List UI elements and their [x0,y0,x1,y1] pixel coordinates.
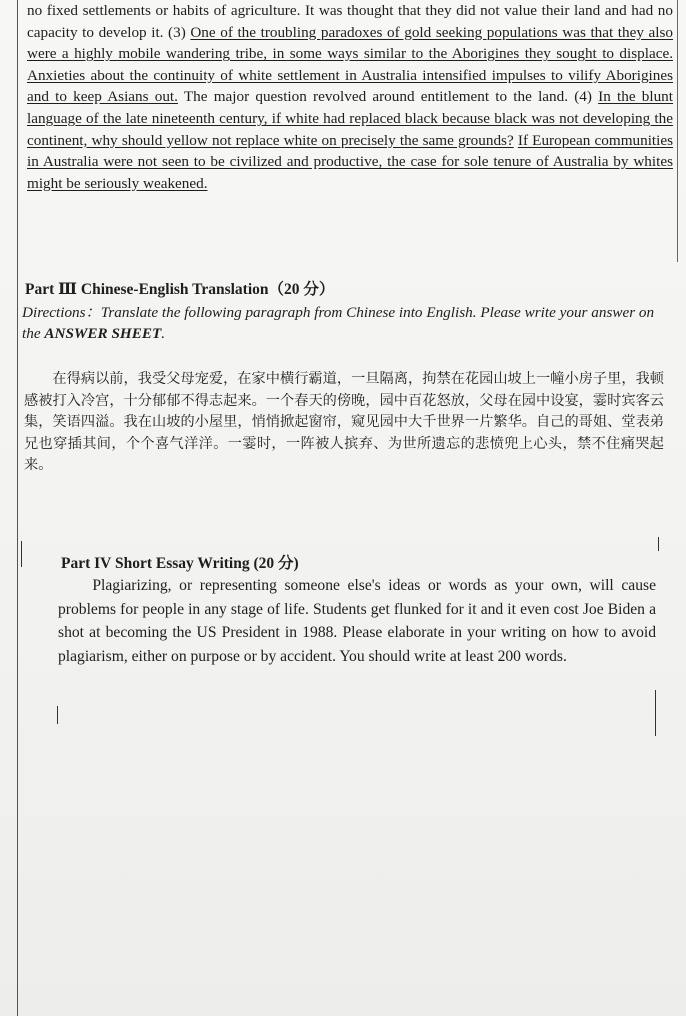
part-4-title: Part IV Short Essay Writing (20 分) [61,555,299,572]
margin-mark [655,690,656,736]
chinese-paragraph: 在得病以前，我受父母宠爱，在家中横行霸道，一旦隔离，拘禁在花园山坡上一幢小房子里，我顿感被打入冷宫，十分郁郁不得志起来。一个春天的傍晚，园中百花怒放，父母在园中设宴，霎时宾客云集，笑语四溢。我在山坡的小屋里，悄悄掀起窗帘，窥见园中大千世界一片繁华。自己的哥姐、堂表弟兄也穿插其间，个个喜气洋洋。一霎时，一阵被人摈弃、为世所遗忘的悲愤兜上心头，禁不住痛哭起来。 [24,371,664,473]
answer-sheet-emphasis: ANSWER SHEET [44,325,162,342]
directions-text: Translate the following paragraph from Chinese into English. Please write your answer on the [22,304,655,342]
underlined-sentence-4b: If European communities in Australia were not seen to be civilized and productive, the case for sole tenure of Australia by whites might be seriously weakened. [27,131,674,192]
part-3-title: Part Ⅲ Chinese-English Translation（20 分） [25,281,335,298]
margin-mark [57,706,58,724]
essay-prompt: Plagiarizing, or representing someone else's ideas or words as your own, will cause problems for people in any stage of life. Students get flunked for it and it even cost Joe Biden a shot at becoming the US President in 1988. Please elaborate in your writing on how to avoid plagiarism, either on purpose or by accident. You should write at least 200 words. [58,577,656,665]
underlined-sentence-4a: In the blunt language of the late nineteenth century, if white had replaced black because black was not developing the continent, why should yellow not replace white on precisely the same grounds? [27,88,673,149]
margin-mark [658,537,659,551]
directions-end: . [161,325,166,342]
passage-sentence: The major question revolved around entitlement to the land. (4) [177,88,599,106]
page-border-right [677,0,678,262]
directions-label: Directions： [22,304,101,321]
page-border-left [17,0,18,1016]
part-3-directions [22,302,672,344]
reading-passage [27,0,673,194]
underlined-sentence-3: One of the troubling paradoxes of gold seeking populations was that they also were a highly mobile wandering tribe, in some ways similar to the Aborigines they sought to displace. Anxieties about the continuity of white settlement in Australia intensified impulses to vilify Aborigines and to keep Asians out. [27,23,673,106]
margin-mark [21,541,22,567]
passage-sentence: no fixed settlements or habits of agriculture. It was thought that they did not value their land and had no capacity to develop it. (3) [27,2,673,41]
